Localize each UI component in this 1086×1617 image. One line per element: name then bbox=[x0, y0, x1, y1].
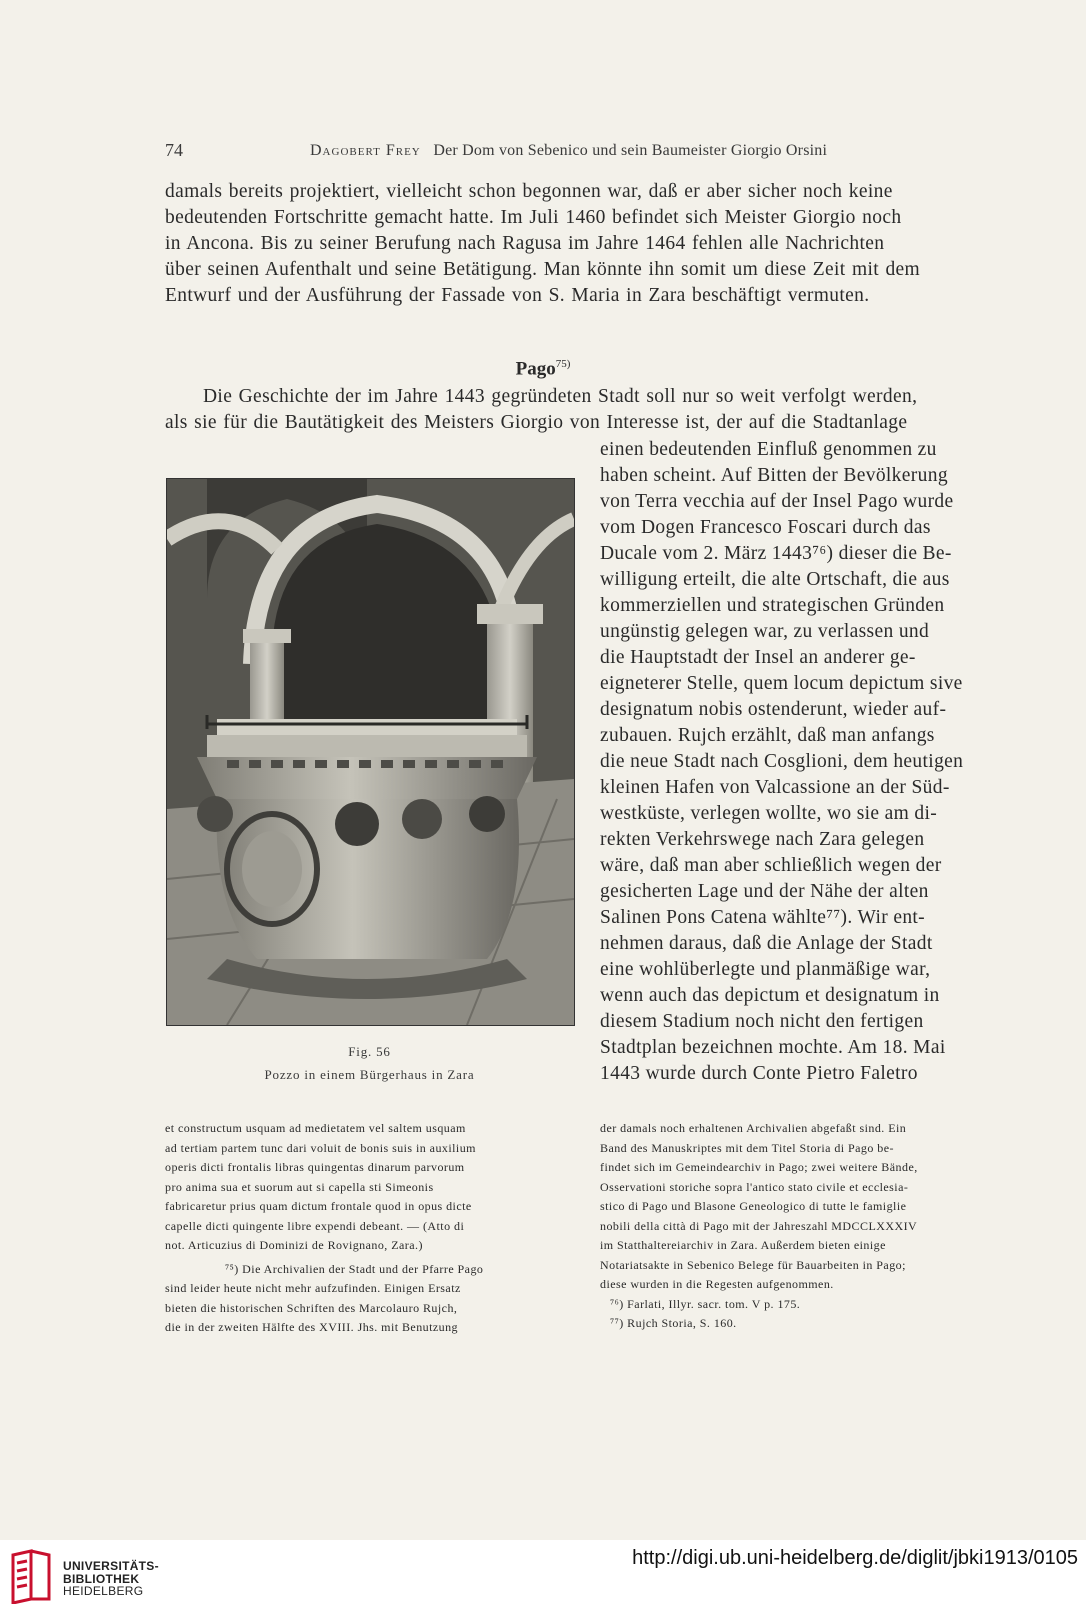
text-line: über seinen Aufenthalt und seine Betätigung. Man könnte ihn somit um diese Zeit mit dem bbox=[165, 259, 921, 280]
footnote-line: im Statthaltereiarchiv in Zara. Außerdem bieten einige bbox=[600, 1238, 886, 1252]
text-line: vom Dogen Francesco Foscari durch das bbox=[600, 517, 931, 538]
text-line: westküste, verlegen wollte, wo sie am di- bbox=[600, 803, 938, 824]
text-line: Salinen Pons Catena wählte⁷⁷). Wir ent- bbox=[600, 907, 926, 928]
text-line: gesicherten Lage und der Nähe der alten bbox=[600, 881, 929, 902]
footnote-line: der damals noch erhaltenen Archivalien abgefaßt sind. Ein bbox=[600, 1121, 907, 1135]
footnote-line: diese wurden in die Regesten aufgenommen. bbox=[600, 1277, 834, 1291]
text-column bbox=[600, 437, 1010, 1087]
text-line: bedeutenden Fortschritte gemacht hatte. Im Juli 1460 befindet sich Meister Giorgio noch bbox=[165, 207, 902, 228]
text-line: die Hauptstadt der Insel an anderer ge- bbox=[600, 647, 916, 668]
footnotes-right bbox=[600, 1119, 1010, 1334]
well-photo-illustration bbox=[167, 479, 574, 1025]
library-name-line: UNIVERSITÄTS- bbox=[63, 1559, 159, 1573]
text-line: kommerziellen und strategischen Gründen bbox=[600, 595, 945, 616]
library-name-line: HEIDELBERG bbox=[63, 1584, 144, 1598]
text-line: wäre, daß man aber schließlich wegen der bbox=[600, 855, 942, 876]
text-line: von Terra vecchia auf der Insel Pago wurde bbox=[600, 491, 954, 512]
footnote-line: ad tertiam partem tunc dari voluit de bonis suis in auxilium bbox=[165, 1140, 476, 1155]
intro-paragraph bbox=[165, 179, 1010, 309]
text-line: Stadtplan bezeichnen mochte. Am 18. Mai bbox=[600, 1037, 946, 1058]
footnote-line: ⁷⁷) Rujch Storia, S. 160. bbox=[610, 1316, 737, 1330]
footnote-line: capelle dicti quingente libre expendi debeant. — (Atto di bbox=[165, 1218, 465, 1233]
university-library-logo-icon bbox=[9, 1549, 54, 1604]
text-line: Entwurf und der Ausführung der Fassade von S. Maria in Zara beschäftigt vermuten. bbox=[165, 285, 870, 306]
text-line: zubauen. Rujch erzählt, daß man anfangs bbox=[600, 725, 935, 746]
footnote-line: bieten die historischen Schriften des Marcolauro Rujch, bbox=[165, 1300, 458, 1315]
library-name-line: BIBLIOTHEK bbox=[63, 1571, 140, 1586]
text-line: als sie für die Bautätigkeit des Meisters Giorgio von Interesse ist, der auf die Stadtanlage bbox=[165, 412, 908, 433]
footnote-line: die in der zweiten Hälfte des XVIII. Jhs. mit Benutzung bbox=[165, 1320, 459, 1334]
footnote-line: stico di Pago und Blasone Geneologico di tutte le famiglie bbox=[600, 1199, 907, 1213]
text-line: wenn auch das depictum et designatum in bbox=[600, 985, 940, 1006]
figure-label: Fig. 56 bbox=[348, 1044, 391, 1059]
text-line: eigneterer Stelle, quem locum depictum sive bbox=[600, 673, 963, 694]
footnote-line: fabricaretur prius quam dictum frontale quod in opus dicte bbox=[165, 1199, 472, 1213]
footnote-line: findet sich im Gemeindearchiv in Pago; zwei weitere Bände, bbox=[600, 1160, 918, 1174]
text-line: designatum nobis ostenderunt, wieder auf- bbox=[600, 699, 947, 720]
text-line: die neue Stadt nach Cosglioni, dem heutigen bbox=[600, 751, 964, 772]
figure-photo bbox=[166, 478, 575, 1026]
author-name: Dagobert Frey bbox=[310, 142, 421, 159]
running-title bbox=[310, 142, 827, 160]
text-line: haben scheint. Auf Bitten der Bevölkerung bbox=[600, 465, 948, 486]
text-line: willigung erteilt, die alte Ortschaft, die aus bbox=[600, 569, 950, 590]
section-paragraph-start bbox=[165, 384, 1010, 436]
footnote-line: Band des Manuskriptes mit dem Titel Storia di Pago be- bbox=[600, 1140, 894, 1155]
footnote-line: operis dicti frontalis libras quingentas dinarum parvorum bbox=[165, 1160, 465, 1174]
section-title: Pago bbox=[515, 358, 556, 380]
text-line: einen bedeutenden Einfluß genommen zu bbox=[600, 439, 937, 460]
section-note-ref: 75) bbox=[555, 358, 571, 370]
footnote-line: pro anima sua et suorum aut si capella sti Simeonis bbox=[165, 1179, 434, 1194]
text-line: eine wohlüberlegte und planmäßige war, bbox=[600, 959, 931, 980]
running-header bbox=[165, 140, 1010, 162]
text-line: 1443 wurde durch Conte Pietro Faletro bbox=[600, 1063, 918, 1084]
footnote-line: ⁷⁵) Die Archivalien der Stadt und der Pfarre Pago bbox=[225, 1261, 484, 1276]
footnote-line: et constructum usquam ad medietatem vel saltem usquam bbox=[165, 1121, 466, 1135]
footnote-line: sind leider heute nicht mehr aufzufinden. Einigen Ersatz bbox=[165, 1281, 461, 1295]
text-line: kleinen Hafen von Valcassione an der Süd- bbox=[600, 777, 950, 798]
text-line: ungünstig gelegen war, zu verlassen und bbox=[600, 621, 930, 642]
text-line: rekten Verkehrswege nach Zara gelegen bbox=[600, 829, 925, 850]
figure-caption: Pozzo in einem Bürgerhaus in Zara bbox=[264, 1067, 475, 1082]
text-line: diesem Stadium noch nicht den fertigen bbox=[600, 1011, 924, 1032]
footnote-line: ⁷⁶) Farlati, Illyr. sacr. tom. V p. 175. bbox=[610, 1296, 801, 1311]
page-number: 74 bbox=[165, 140, 183, 160]
footnotes-left bbox=[165, 1119, 570, 1338]
text-line: nehmen daraus, daß die Anlage der Stadt bbox=[600, 933, 933, 954]
footnote-line: Notariatsakte in Sebenico Belege für Bauarbeiten in Pago; bbox=[600, 1257, 906, 1272]
footnote-line: nobili della città di Pago mit der Jahreszahl MDCCLXXXIV bbox=[600, 1218, 918, 1233]
section-heading bbox=[0, 358, 1086, 380]
text-line: Ducale vom 2. März 1443⁷⁶) dieser die Be- bbox=[600, 543, 952, 564]
text-line: damals bereits projektiert, vielleicht schon begonnen war, daß er aber sicher noch keine bbox=[165, 181, 893, 202]
text-line: Die Geschichte der im Jahre 1443 gegründeten Stadt soll nur so weit verfolgt werden, bbox=[203, 386, 918, 407]
library-name bbox=[63, 1560, 159, 1598]
text-line: in Ancona. Bis zu seiner Berufung nach Ragusa im Jahre 1464 fehlen alle Nachrichten bbox=[165, 233, 885, 254]
footnote-line: Osservationi storiche sopra l'antico stato civile et ecclesia- bbox=[600, 1179, 909, 1194]
source-url-link[interactable]: http://digi.ub.uni-heidelberg.de/diglit/jbki1913/0105 bbox=[632, 1547, 1078, 1569]
footnote-line: not. Articuzius di Dominizi de Rovignano, Zara.) bbox=[165, 1238, 423, 1252]
work-title: Der Dom von Sebenico und sein Baumeister Giorgio Orsini bbox=[433, 142, 828, 159]
